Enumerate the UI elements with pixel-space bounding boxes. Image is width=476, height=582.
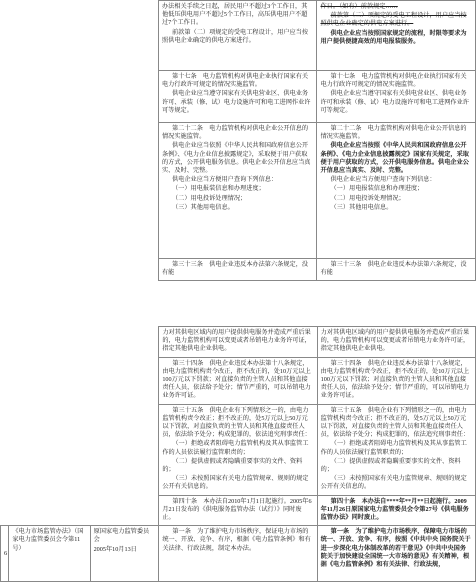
revised-paragraph: （一）用电报装信息和办理进度； — [330, 185, 424, 193]
original-paragraph: 第三十四条 供电企业违反本办法第十八条规定，由电力监管机构责令改正，拒不改正的，处10万元以上100万元以下罚款；对直接负责的主管人员和其他直接责任人员，依法给予处分；情节严重的，可以吊销电力业务许可证。 — [162, 359, 311, 400]
blank-cell — [0, 1, 159, 71]
regulation-name-cell — [9, 526, 90, 582]
table-row — [0, 1, 476, 71]
table-row — [0, 123, 476, 259]
blank-cell — [1, 357, 159, 404]
row-number: 6 — [1, 526, 9, 582]
revised-paragraph: 第四十条 本办法自****年**月**日起施行。2009年11月26日原国家电力监管委员会令第27号《供电服务监管办法》同时废止。 — [320, 497, 469, 522]
table-row — [1, 327, 476, 358]
deleted-text: 作日。（如有）前款规定…… — [320, 3, 398, 10]
original-text-cell — [159, 259, 317, 281]
original-paragraph: （一）用电报装信息和办理进度； — [172, 185, 265, 193]
revised-text-cell — [317, 327, 475, 358]
original-text-cell — [159, 123, 317, 259]
revised-paragraph: 力对其供电区域内的用户提供供电服务并造成严重后果的，电力监管机构可以变更或者吊销电力业务许可证，指定其他供电企业供电。 — [320, 329, 470, 353]
issuer-name: 原国家电力监管委员会 — [93, 528, 150, 544]
original-paragraph: （三）未按照国家有关电力监管规章、规则的规定公开有关信息的。 — [162, 475, 309, 491]
original-text-cell — [159, 404, 317, 495]
original-text-cell — [159, 71, 317, 123]
blank-cell — [1, 404, 159, 495]
revised-paragraph: 第十七条 电力监管机构对供电企业执行国家有关电力行政许可规定的情况实施监管。 — [320, 73, 467, 89]
blank-cell — [1, 327, 159, 358]
revised-paragraph: 第三十五条 供电企业有下列情形之一的，由电力监管机构责令改正；拒不改正的，处5万元以上50万元以下罚款，对直接负责的主管人员和其他直接责任人员，依法给予处分；构成犯罪的，依法追究刑事责任： — [320, 406, 470, 439]
revised-text-cell — [317, 495, 475, 526]
revised-paragraph: 前款第（二）项规定的受电工程设计，用户应当按照供电企业确定的供电方案进行。 — [320, 12, 467, 28]
original-paragraph: 第二十二条 电力监管机构对供电企业公开信息的情况实施监管。 — [162, 125, 309, 141]
original-text-cell — [159, 526, 317, 582]
blank-cell — [0, 71, 159, 123]
original-paragraph: （二）提供虚假或者隐瞒重要事实的文件、资料的； — [162, 457, 303, 474]
original-paragraph: 供电企业应当遵守国家有关供电营业区、供电业务许可、承装（修、试）电力设施许可和电工进网作业许可等规定。 — [162, 90, 311, 114]
revised-text-cell — [317, 71, 476, 123]
blank-cell — [0, 123, 159, 259]
revised-text-cell — [317, 123, 476, 259]
original-text-cell — [159, 495, 317, 526]
original-paragraph: 供电企业应当依照《中华人民共和国政府信息公开条例》、《电力企业信息披露规定》，采取便于用户获取的方式，公开供电服务信息。供电企业公开信息应当真实、及时、完整。 — [162, 142, 311, 175]
revised-paragraph: （二）用电投诉处理情况； — [330, 194, 405, 202]
comparison-table-bottom — [0, 326, 476, 582]
comparison-table-top — [0, 0, 476, 281]
bottom-table-section — [0, 326, 476, 569]
revised-text-cell — [317, 357, 475, 404]
issuer-cell — [90, 526, 159, 582]
revised-paragraph: （二）提供虚假或者隐瞒重要事实的文件、资料的； — [320, 457, 461, 474]
blank-cell — [1, 495, 159, 526]
table-row — [0, 259, 476, 281]
revised-text-cell — [317, 259, 476, 281]
original-text-cell — [159, 327, 317, 358]
table-row — [1, 526, 476, 582]
original-paragraph: （一）拒绝或者阻碍电力监管机构及其从事监管工作的人员依法履行监管职责的； — [162, 440, 309, 456]
table-row — [0, 71, 476, 123]
revised-paragraph: 供电企业应当遵守国家有关供电营业区、供电业务许可和承装（修、试）电力设施许可和电工进网作业许可等规定。 — [320, 90, 469, 114]
revised-paragraph: 第三十三条 供电企业违反本办法第六条规定，没有能 — [320, 261, 467, 277]
original-paragraph: （二）用电投诉处理情况； — [172, 194, 247, 202]
revised-paragraph: （三）未按照国家有关电力监管规章、规则的规定公开有关信息的。 — [320, 475, 467, 491]
original-paragraph: 第三十五条 供电企业有下列情形之一的，由电力监管机构责令改正；拒不改正的，处5万元以上50万元以下罚款，对直接负责的主管人员和其他直接责任人员，依法给予处分；构成犯罪的，依法追究刑事责任： — [162, 406, 311, 439]
table-row — [1, 404, 476, 495]
original-paragraph: 第四十条 本办法自2010年1月1日起施行。2005年6月21日发布的《供电服务监管办法（试行）》同时废止。 — [162, 497, 312, 522]
original-paragraph: 供电企业应当方便用户查询下列信息： — [172, 176, 278, 184]
original-paragraph: 前款第（二）项规定的受电工程设计，用户应当按照供电企业确定的供电方案进行。 — [162, 28, 309, 44]
original-paragraph: 力对其供电区域内的用户提供供电服务并造成严重后果的，电力监管机构可以变更或者吊销电力业务许可证，指定其他供电企业供电。 — [162, 329, 311, 353]
original-paragraph: 办法相关手续之日起，居民用户不超过3个工作日，其他低压供电用户不超过5个工作日，高压供电用户不超过7个工作日。 — [162, 3, 308, 27]
revised-text-cell — [317, 1, 476, 71]
original-paragraph: 第十七条 电力监管机构对供电企业执行国家有关电力行政许可规定的情况实施监管。 — [162, 73, 309, 89]
original-paragraph: （三）其他用电信息。 — [172, 203, 234, 211]
table-row — [1, 495, 476, 526]
revised-paragraph: 第二十二条 电力监管机构对供电企业公开信息的情况实施监管。 — [320, 125, 467, 141]
top-table-section — [0, 0, 476, 277]
revised-paragraph: （一）拒绝或者阻碍电力监管机构及其从事监管工作的人员依法履行监管职责的； — [320, 440, 467, 456]
revised-paragraph: 第三十四条 供电企业违反本办法第十八条规定，由电力监管机构责令改正，拒不改正的，处10万元以上100万元以下罚款；对直接负责的主管人员和其他直接责任人员，依法给予处分；情节严重的，可以吊销电力业务许可证。 — [320, 359, 470, 400]
revised-text-cell — [317, 526, 475, 582]
blank-cell — [0, 259, 159, 281]
table-row — [1, 357, 476, 404]
revised-paragraph: 第一条 为了维护电力市场秩序，保障电力市场的统一、开放、竞争、有序，按照《中共中央 国务院关于进一步深化电力体制改革的若干意见》《中共中央国务院关于加快建设全国统一大市场的意见》有关精神，根据《电力监管条例》和有关法律、行政法规， — [320, 528, 471, 569]
revised-text-cell — [317, 404, 475, 495]
original-paragraph: 第一条 为了维护电力市场秩序，保证电力市场的统一、开放、竞争、有序，根据《电力监管条例》和有关法律、行政法规，制定本办法。 — [162, 528, 311, 552]
revised-paragraph: 供电企业应当方便用户查询下列信息： — [330, 176, 436, 184]
original-text-cell — [159, 357, 317, 404]
revised-paragraph: （三）其他用电信息。 — [330, 203, 393, 211]
original-paragraph: 第三十三条 供电企业违反本办法第六条规定，没有能 — [162, 261, 309, 277]
original-text-cell — [159, 1, 317, 71]
revised-paragraph-new: 供电企业应当按照国家规定的流程，时限等要求为用户提供便捷高效的用电报装服务。 — [320, 29, 467, 45]
revised-paragraph: 供电企业应当按照《中华人民共和国政府信息公开条例》、《电力企业信息披露规定》国家有关规定，采取便于用户获取的方式，公开供电服务信息。供电企业公开信息应当真实、及时、完整。 — [320, 142, 469, 175]
issue-date: 2005年10月13日 — [93, 545, 137, 553]
regulation-name: 《电力市场监管办法》（国家电力监管委员会令第11号） — [12, 528, 84, 552]
